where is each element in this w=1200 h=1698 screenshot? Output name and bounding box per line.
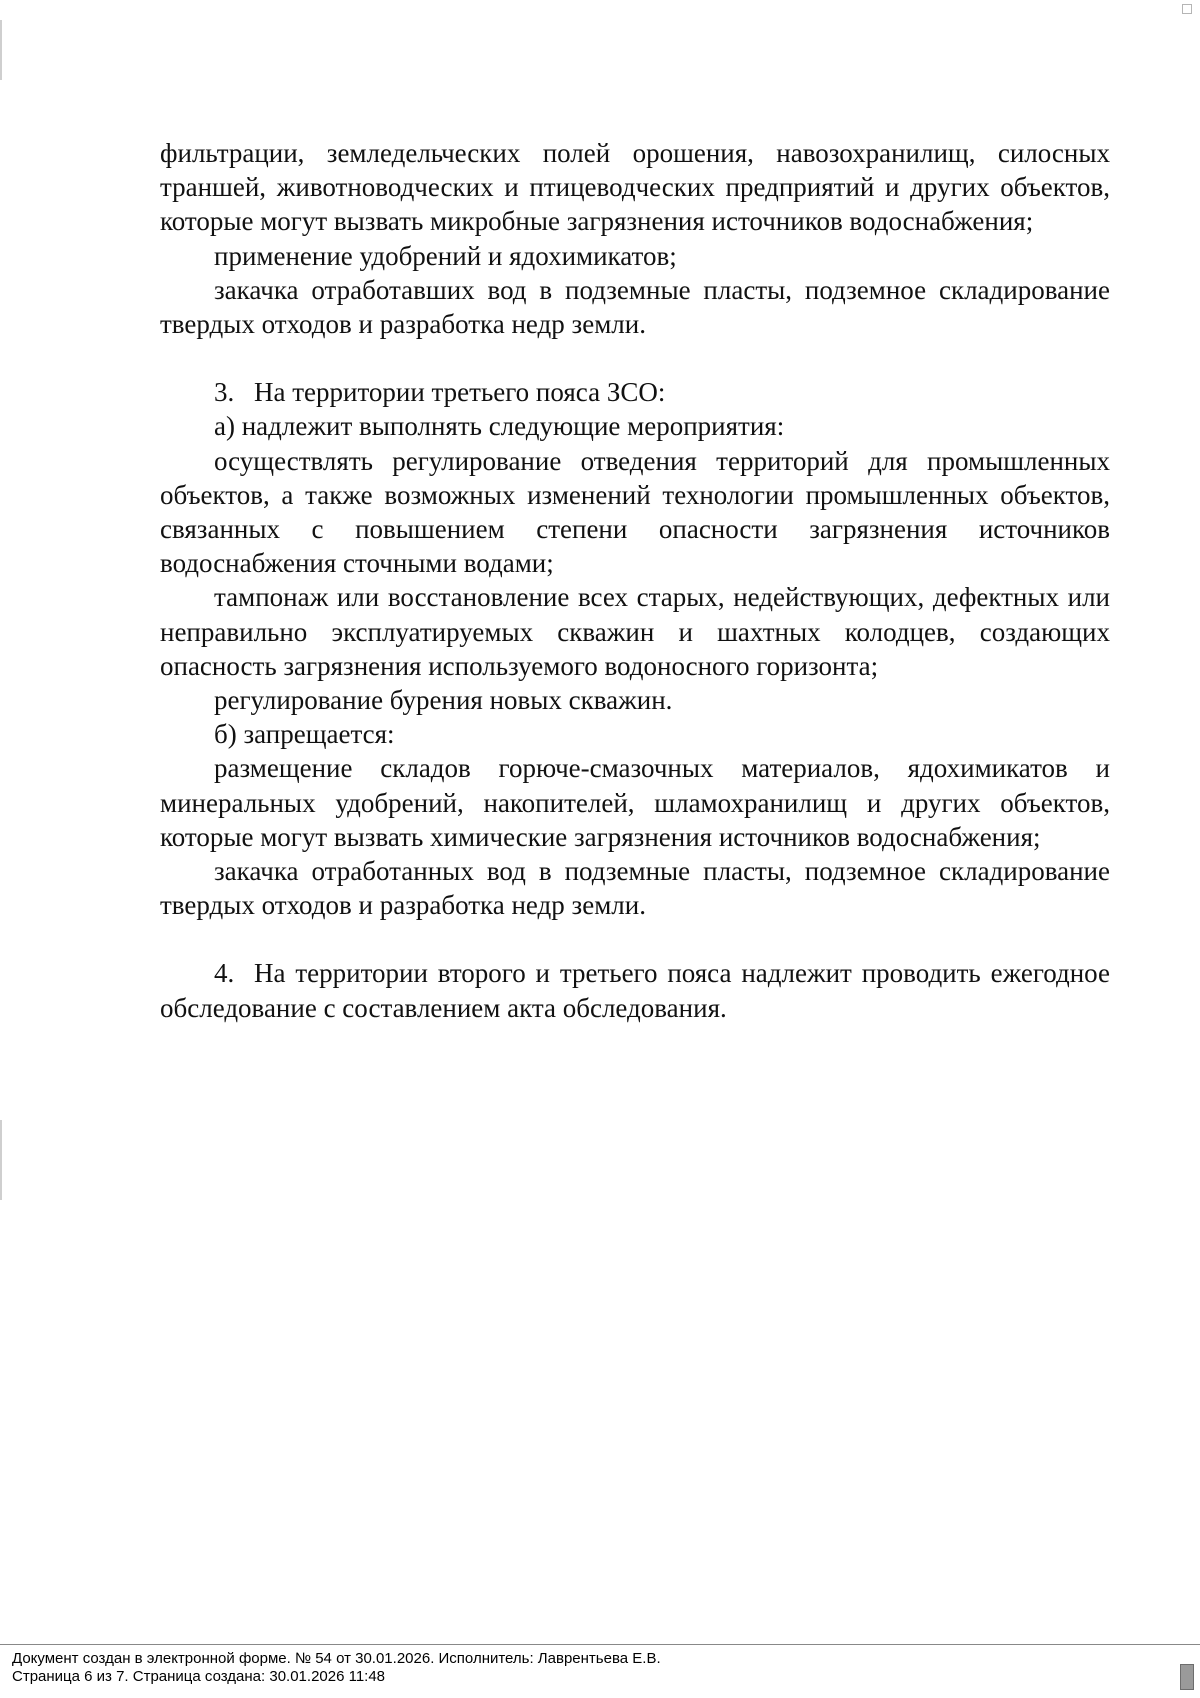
- section-number: 3.: [214, 377, 235, 408]
- document-body: [160, 136, 1110, 1025]
- section-text: На территории второго и третьего пояса надлежит проводить ежегодное обследование с составлением акта обследования.: [160, 958, 1110, 1023]
- scan-edge-mark: [0, 20, 2, 80]
- footer-line-document-info: Документ создан в электронной форме. № 54 от 30.01.2026. Исполнитель: Лаврентьева Е.В.: [12, 1650, 661, 1667]
- paragraph-drilling: регулирование бурения новых скважин.: [214, 685, 673, 716]
- paragraph-fertilizers: применение удобрений и ядохимикатов;: [214, 240, 677, 271]
- paragraph-continuation: фильтрации, земледельческих полей орошения, навозохранилищ, силосных траншей, животноводческих и птицеводческих предприятий и других объектов, которые могут вызвать микробные загрязнения источников водоснабжения;: [160, 138, 1110, 237]
- paragraph-regulation: осуществлять регулирование отведения территорий для промышленных объектов, а также возможных изменений технологии промышленных объектов, связанных с повышением степени опасности загрязнения источников водоснабжения сточными водами;: [160, 445, 1110, 579]
- paragraph-plugging: тампонаж или восстановление всех старых, недействующих, дефектных или неправильно эксплуатируемых скважин и шахтных колодцев, создающих опасность загрязнения используемого водоносного горизонта;: [160, 582, 1110, 681]
- paragraph-injection-2: закачка отработанных вод в подземные пласты, подземное складирование твердых отходов и разработка недр земли.: [160, 856, 1110, 921]
- scan-corner-mark: [1182, 4, 1192, 14]
- section-heading-text: На территории третьего пояса ЗСО:: [254, 377, 666, 408]
- footer-divider: [0, 1644, 1200, 1645]
- section-number: 4.: [214, 958, 235, 989]
- subsection-a: а) надлежит выполнять следующие мероприятия:: [214, 411, 785, 442]
- footer-line-page-info: Страница 6 из 7. Страница создана: 30.01.2026 11:48: [12, 1668, 386, 1685]
- paragraph-injection: закачка отработавших вод в подземные пласты, подземное складирование твердых отходов и разработка недр земли.: [160, 274, 1110, 340]
- subsection-b: б) запрещается:: [214, 719, 395, 750]
- document-footer: [12, 1650, 1162, 1686]
- section-4-paragraph: [160, 956, 1110, 1024]
- section-3-heading: [160, 375, 1110, 409]
- scan-edge-mark: [0, 1120, 2, 1200]
- paragraph-storage: размещение складов горюче-смазочных материалов, ядохимикатов и минеральных удобрений, накопителей, шламохранилищ и других объектов, которые могут вызвать химические загрязнения источников водоснабжения;: [160, 753, 1110, 852]
- scan-corner-block: [1180, 1664, 1194, 1690]
